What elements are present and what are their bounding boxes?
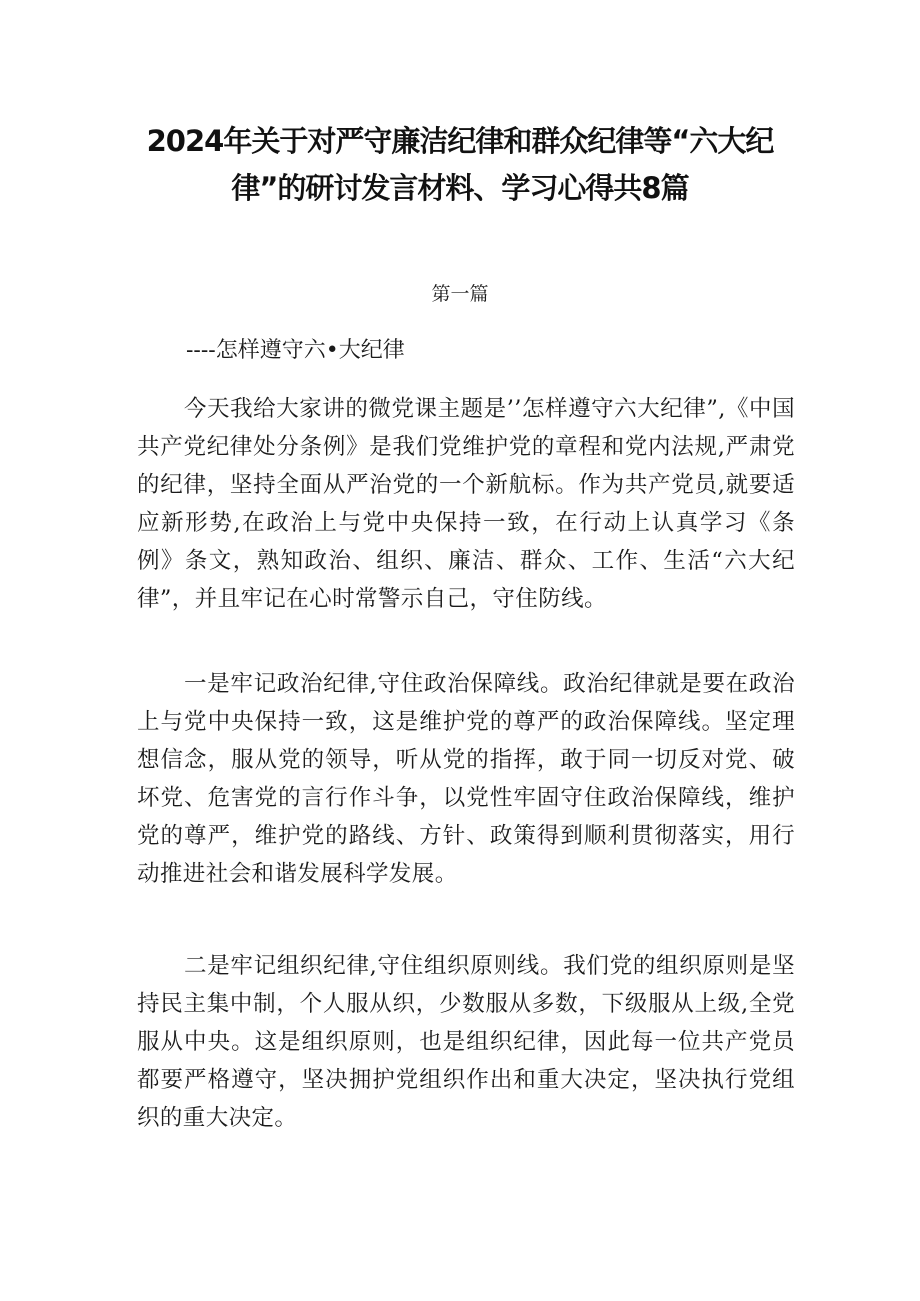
paragraph-political-discipline: 一是牢记政治纪律,守住政治保障线。政治纪律就是要在政治上与党中央保持一致，这是维护党的尊严的政治保障线。坚定理想信念，服从党的领导，听从党的指挥，敢于同一切反对党、破坏党、危害党的言行作斗争，以党性牢固守住政治保障线，维护党的尊严，维护党的路线、方针、政策得到顺利贯彻落实，用行动推进社会和谐发展科学发展。 bbox=[137, 671, 795, 887]
document-title: 2024年关于对严守廉洁纪律和群众纪律等“六大纪律”的研讨发言材料、学习心得共8篇 bbox=[146, 124, 774, 205]
paragraph-organizational-discipline: 二是牢记组织纪律,守住组织原则线。我们党的组织原则是坚持民主集中制，个人服从织，少数服从多数，下级服从上级,全党服从中央。这是组织原则，也是组织纪律，因此每一位共产党员都要严格遵守，坚决拥护党组织作出和重大决定，坚决执行党组织的重大决定。 bbox=[137, 953, 795, 1131]
section-subtitle: ----怎样遵守六•大纪律 bbox=[186, 338, 405, 363]
section-heading: 第一篇 bbox=[431, 283, 489, 305]
paragraph-intro: 今天我给大家讲的微党课主题是’’怎样遵守六大纪律”,《中国共产党纪律处分条例》是我们党维护党的章程和党内法规,严肃党的纪律，坚持全面从严治党的一个新航标。作为共产党员,就要适应新形势,在政治上与党中央保持一致，在行动上认真学习《条例》条文，熟知政治、组织、廉洁、群众、工作、生活“六大纪律”，并且牢记在心时常警示自己，守住防线。 bbox=[137, 396, 795, 612]
